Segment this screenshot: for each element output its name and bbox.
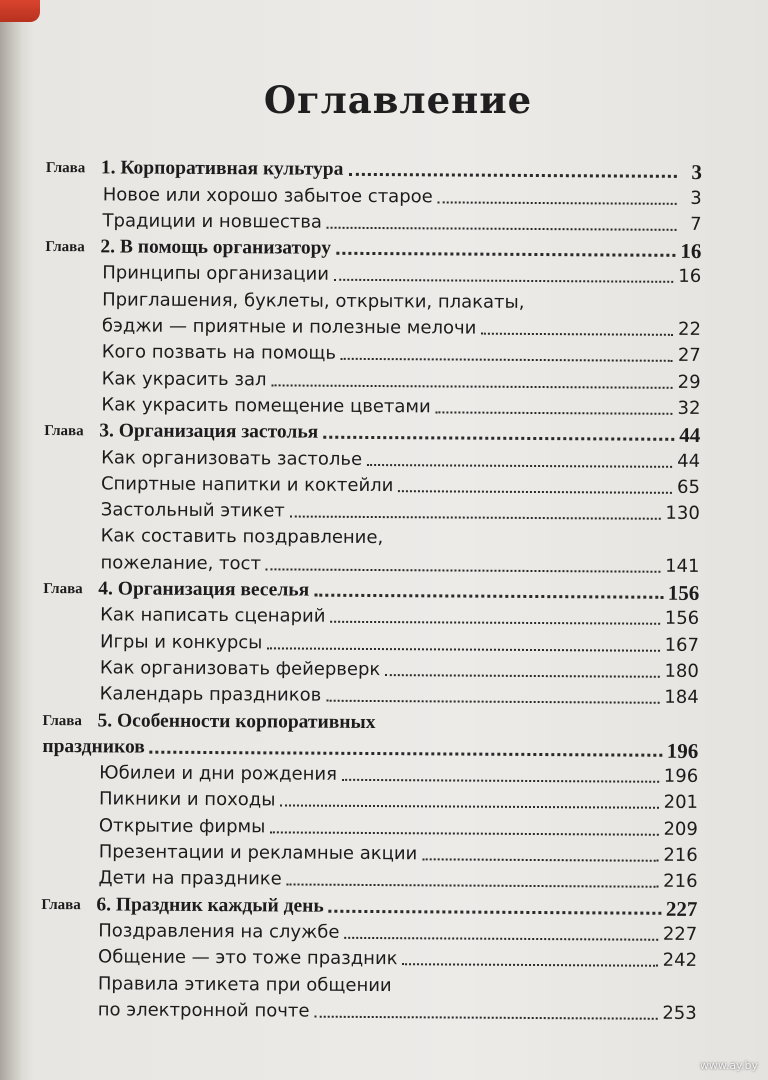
toc-entry-title: пожелание, тост — [100, 552, 262, 575]
toc-entry-title: 4. Организация веселья — [98, 578, 310, 601]
page-number: 196 — [663, 765, 699, 788]
dot-leader — [150, 750, 662, 756]
toc-entry-title: 1. Корпоративная культура — [100, 157, 344, 181]
toc-entry-title: Традиции и новшества — [102, 210, 322, 233]
page-number: 196 — [666, 738, 699, 763]
dot-leader — [290, 516, 661, 520]
chapter-prefix: Глава — [45, 160, 86, 177]
dot-leader — [287, 884, 658, 888]
dot-leader — [271, 384, 672, 388]
toc-entry-row — [45, 362, 701, 392]
dot-leader — [267, 647, 659, 651]
toc-entry-title: Приглашения, буклеты, открытки, плакаты, — [102, 289, 525, 313]
toc-entry-title: 6. Праздник каждый день — [96, 893, 324, 917]
page-number: 156 — [664, 608, 700, 630]
page-number: 32 — [677, 397, 701, 419]
dot-leader — [422, 858, 658, 861]
toc-entry-title: Кого позвать на помощь — [101, 341, 337, 365]
toc-entry-title: Поздравления на службе — [98, 920, 340, 943]
toc-chapter-row — [43, 573, 700, 606]
toc-entry-row — [44, 389, 700, 419]
page-number: 3 — [690, 187, 702, 209]
page-number: 65 — [676, 476, 701, 498]
chapter-prefix: Глава — [42, 712, 82, 729]
page-number: 216 — [663, 871, 698, 893]
toc-entry-title: по электронной почте — [97, 999, 310, 1022]
toc-entry-title: Застольный этикет — [100, 499, 285, 522]
toc-entry-row — [41, 915, 697, 945]
toc-entry-title: Дети на празднике — [98, 867, 282, 890]
dot-leader — [270, 831, 658, 835]
chapter-prefix: Глава — [41, 896, 81, 913]
toc-chapter-row — [45, 152, 702, 185]
page-title: Оглавление — [263, 78, 533, 122]
page-number: 22 — [677, 318, 701, 341]
dot-leader — [314, 1015, 657, 1019]
page-number: 16 — [680, 239, 702, 264]
toc-chapter-row — [42, 731, 698, 761]
toc-entry-title: Открытие фирмы — [98, 815, 266, 838]
toc-chapter-row — [44, 415, 701, 448]
toc-entry-title: Как организовать фейерверк — [99, 657, 381, 680]
dot-leader — [403, 963, 658, 967]
page-number: 29 — [677, 371, 701, 393]
toc-entry-row — [44, 520, 700, 550]
page-number: 227 — [665, 896, 698, 921]
page-number: 227 — [662, 923, 698, 945]
page-number: 180 — [664, 660, 699, 682]
toc-entry-row — [43, 546, 699, 576]
page-number: 7 — [690, 213, 702, 235]
toc-entry-title: праздников — [42, 735, 145, 758]
toc-entry-row — [42, 836, 698, 866]
toc-entry-title: 5. Особенности корпоративных — [97, 709, 376, 733]
toc-entry-title: Спиртные напитки и коктейли — [100, 473, 394, 496]
toc-entry-title: 2. В помощь организатору — [100, 236, 332, 259]
dot-leader — [438, 201, 677, 204]
dot-leader — [334, 279, 673, 283]
table-of-contents — [41, 152, 702, 1024]
toc-entry-title: Игры и конкурсы — [99, 630, 263, 653]
toc-entry-row — [42, 783, 698, 813]
chapter-prefix: Глава — [45, 239, 85, 256]
toc-entry-title: Календарь праздников — [99, 683, 322, 706]
page-number: 156 — [667, 580, 700, 606]
dot-leader — [336, 252, 675, 257]
chapter-prefix: Глава — [43, 581, 83, 598]
toc-entry-title: Как организовать застолье — [101, 446, 363, 470]
page-number: 253 — [662, 1002, 697, 1024]
toc-entry-row — [45, 310, 701, 340]
toc-chapter-row — [41, 888, 698, 921]
toc-entry-title: Как составить поздравление, — [100, 525, 384, 549]
toc-entry-title: Юбилеи и дни рождения — [99, 762, 338, 785]
dot-leader — [342, 779, 659, 783]
toc-entry-row — [45, 336, 701, 366]
toc-entry-row — [44, 494, 700, 524]
toc-entry-row — [42, 757, 698, 787]
site-watermark: www.ay.by — [699, 1059, 758, 1072]
toc-entry-title: Правила этикета при общении — [97, 972, 392, 996]
page-number: 242 — [662, 949, 698, 972]
page-number: 3 — [691, 160, 702, 185]
dot-leader — [314, 594, 663, 599]
page-number: 16 — [678, 266, 702, 288]
dot-leader — [327, 227, 677, 231]
toc-entry-title: Как украсить зал — [101, 368, 267, 391]
toc-entry-row — [46, 205, 702, 235]
toc-entry-row — [41, 941, 697, 971]
toc-entry-title: Как написать сценарий — [100, 604, 326, 628]
toc-entry-row — [46, 178, 702, 208]
toc-entry-row — [43, 652, 699, 682]
toc-chapter-row — [45, 231, 702, 264]
dot-leader — [344, 937, 657, 941]
toc-entry-title: 3. Организация застолья — [99, 420, 319, 443]
page-number: 44 — [679, 423, 701, 448]
book-spine — [0, 0, 22, 1080]
dot-leader — [323, 436, 674, 441]
page-number: 209 — [663, 818, 698, 840]
page-number: 27 — [677, 345, 701, 367]
page-number: 216 — [663, 844, 698, 867]
dot-leader — [385, 674, 659, 678]
dot-leader — [280, 805, 658, 809]
dot-leader — [266, 568, 660, 572]
dot-leader — [329, 909, 661, 914]
toc-entry-row — [44, 468, 700, 498]
page-number: 184 — [664, 687, 699, 709]
dot-leader — [367, 464, 672, 468]
dot-leader — [326, 700, 659, 704]
dot-leader — [481, 333, 673, 336]
toc-entry-title: Пикники и походы — [98, 788, 276, 811]
dot-leader — [330, 621, 659, 625]
toc-entry-row — [45, 257, 701, 287]
page-number: 44 — [677, 450, 701, 472]
toc-entry-row — [41, 967, 697, 997]
page-number: 167 — [664, 634, 700, 656]
toc-chapter-row — [42, 704, 698, 734]
toc-entry-row — [43, 625, 699, 655]
chapter-prefix: Глава — [44, 423, 84, 440]
toc-entry-title: Новое или хорошо забытое старое — [102, 183, 433, 207]
dot-leader — [348, 173, 677, 178]
page-number: 130 — [665, 502, 700, 525]
toc-entry-row — [42, 809, 698, 839]
red-cover-corner — [0, 0, 40, 22]
toc-entry-row — [43, 599, 699, 629]
toc-entry-row — [42, 862, 698, 892]
dot-leader — [398, 490, 672, 494]
toc-entry-row — [45, 283, 701, 313]
toc-entry-title: Как украсить помещение цветами — [101, 394, 431, 418]
toc-entry-row — [44, 441, 700, 471]
toc-entry-row — [41, 993, 697, 1023]
page-number: 141 — [665, 555, 700, 577]
page-number: 201 — [663, 792, 699, 814]
toc-entry-title: Общение — это тоже праздник — [98, 946, 398, 970]
toc-entry-title: Презентации и рекламные акции — [98, 841, 418, 865]
toc-entry-row — [43, 678, 699, 708]
toc-entry-title: бэджи — приятные и полезные мелочи — [101, 315, 477, 339]
dot-leader — [341, 358, 673, 362]
toc-entry-title: Принципы организации — [102, 262, 330, 286]
dot-leader — [436, 411, 673, 414]
